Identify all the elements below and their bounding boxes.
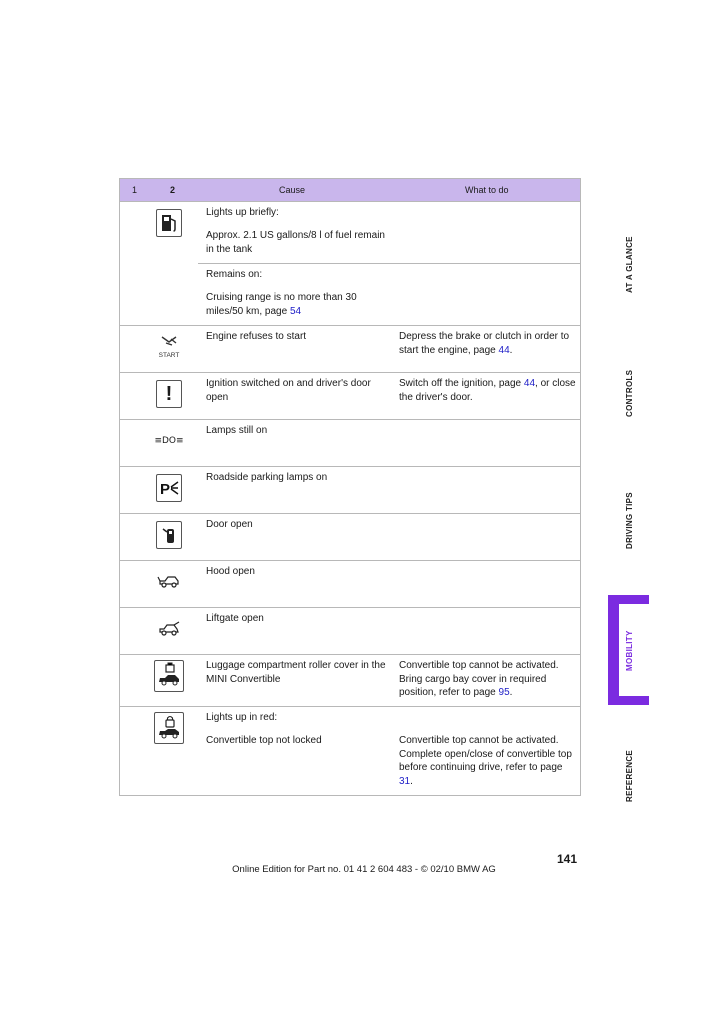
tab-at-a-glance[interactable]: AT A GLANCE: [625, 236, 634, 293]
cause-title: Remains on:: [206, 269, 263, 280]
todo-text: Switch off the ignition, page 44, or close the driver's door.: [399, 378, 576, 403]
cause-text: Lamps still on: [206, 425, 268, 436]
page-link[interactable]: 44: [523, 378, 536, 389]
cause-title: Lights up briefly:: [206, 207, 279, 218]
header-col-1: 1: [132, 185, 138, 195]
tab-driving-tips[interactable]: DRIVING TIPS: [625, 492, 634, 549]
header-what-to-do: What to do: [465, 185, 509, 195]
warning-lamp-table: [119, 178, 581, 796]
todo-text: Convertible top cannot be activated. Complete open/close of convertible top before continuing drive, refer to page 31.: [399, 735, 572, 787]
header-cause: Cause: [279, 185, 306, 195]
table-header: [120, 179, 580, 202]
start-label: START: [158, 352, 180, 359]
table-row: [120, 467, 580, 514]
start-engine-icon: [156, 333, 182, 361]
table-row: [120, 561, 580, 608]
table-row: [120, 373, 580, 420]
page-number: 141: [557, 852, 578, 866]
table-row: [120, 420, 580, 467]
cause-text: Luggage compartment roller cover in the MINI Convertible: [206, 660, 386, 685]
roller-cover-icon: [154, 660, 184, 692]
exclamation-icon: [156, 380, 182, 408]
cause-text: Ignition switched on and driver's door open: [206, 378, 371, 403]
page-link[interactable]: 54: [289, 305, 302, 317]
cause-text: Door open: [206, 519, 253, 530]
header-col-2: 2: [170, 185, 176, 195]
table-row: [120, 707, 580, 795]
cause-text: Engine refuses to start: [206, 331, 307, 342]
fuel-pump-icon: [156, 209, 182, 237]
tab-controls[interactable]: CONTROLS: [625, 369, 634, 417]
todo-text: Convertible top cannot be activated. Bring cargo bay cover in required position, refer to page 95.: [399, 660, 559, 698]
cause-title: Lights up in red:: [206, 712, 278, 723]
footer-edition-note: Online Edition for Part no. 01 41 2 604 483 - © 02/10 BMW AG: [232, 864, 496, 875]
mobility-marker-bottom: [608, 696, 649, 705]
exclamation-glyph: !: [165, 383, 173, 405]
mobility-marker-bar: [608, 595, 619, 705]
table-row: [120, 655, 580, 707]
cause-text: Hood open: [206, 566, 255, 577]
cause-text: Cruising range is no more than 30 miles/50 km, page 54: [206, 292, 357, 317]
table-row: [120, 202, 580, 326]
page-link[interactable]: 95: [498, 687, 510, 698]
divider: [198, 263, 580, 264]
cause-text: Liftgate open: [206, 613, 264, 624]
door-open-icon: [156, 521, 182, 549]
tab-mobility[interactable]: MOBILITY: [625, 630, 634, 671]
roadside-parking-lamp-icon: [156, 474, 182, 502]
hood-open-icon: [156, 568, 182, 596]
table-row: [120, 608, 580, 655]
page-link[interactable]: 44: [498, 344, 510, 356]
mobility-marker-top: [608, 595, 649, 604]
p-glyph: P: [160, 481, 171, 498]
table-row: [120, 514, 580, 561]
parking-lamps-icon: [156, 427, 182, 455]
todo-text: Depress the brake or clutch in order to start the engine, page 44.: [399, 331, 570, 356]
convertible-lock-icon: [154, 712, 184, 744]
table-row: [120, 326, 580, 373]
cause-text: Approx. 2.1 US gallons/8 l of fuel remain in the tank: [206, 230, 385, 255]
cause-text: Roadside parking lamps on: [206, 472, 328, 483]
cause-text: Convertible top not locked: [206, 735, 322, 746]
tab-reference[interactable]: REFERENCE: [625, 749, 634, 802]
liftgate-open-icon: [156, 615, 182, 643]
page-link[interactable]: 31: [399, 775, 411, 787]
lamps-glyph: ≡DO≡: [154, 436, 184, 446]
